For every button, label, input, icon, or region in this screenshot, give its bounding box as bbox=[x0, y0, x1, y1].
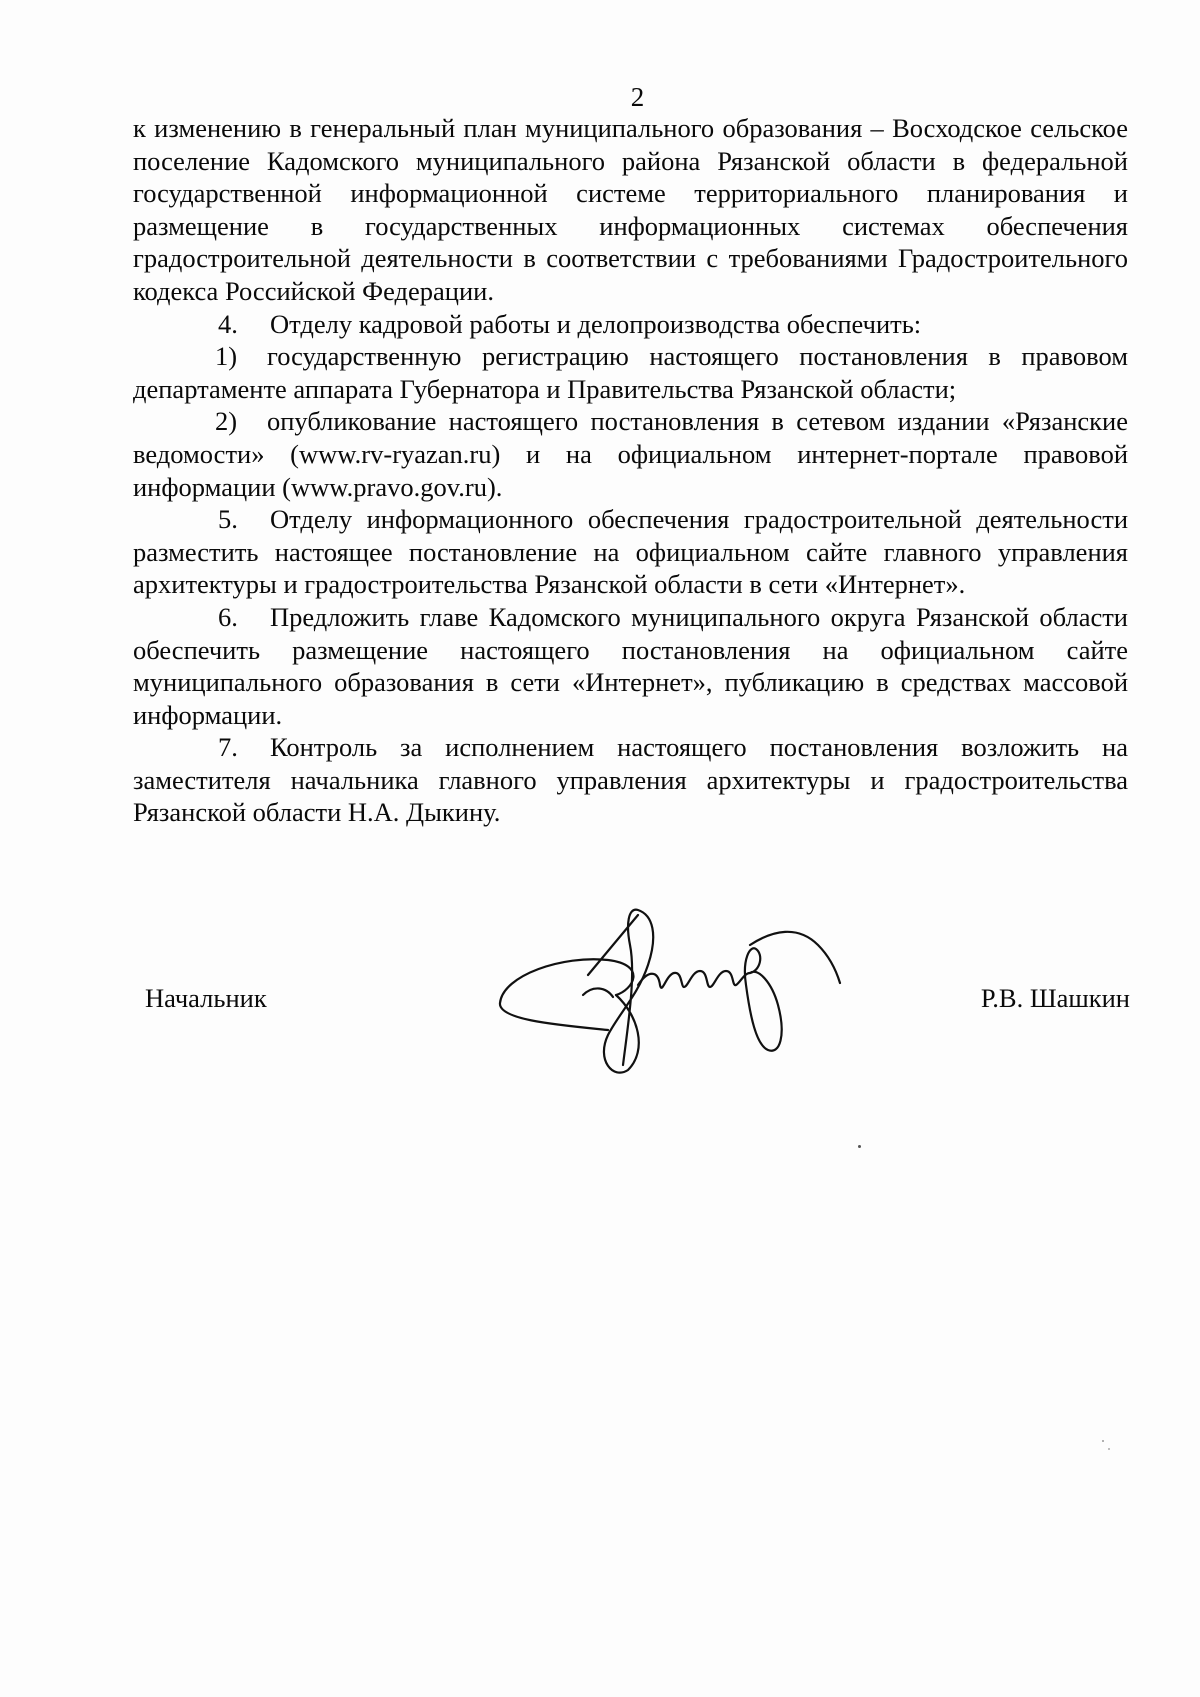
item-text: Отделу кадровой работы и делопроизводства обеспечить: bbox=[270, 308, 922, 339]
item-number: 4. bbox=[218, 308, 238, 339]
signature-block bbox=[145, 983, 1130, 1023]
subitem-number: 1) bbox=[215, 341, 238, 372]
item-text: Контроль за исполнением настоящего постановления возложить на заместителя начальника главного управления архитектуры и градостроительства Рязанской области Н.А. Дыкину. bbox=[133, 732, 1128, 828]
item-text: Отделу информационного обеспечения градостроительной деятельности разместить настоящее постановление на официальном сайте главного управления архитектуры и градостроительства Рязанской области в сети «Интернет». bbox=[133, 504, 1128, 600]
scan-speck bbox=[1102, 1440, 1104, 1442]
scan-speck bbox=[1108, 1448, 1110, 1450]
item-number: 6. bbox=[218, 601, 238, 632]
page-number: 2 bbox=[630, 82, 645, 112]
subitem-number: 2) bbox=[215, 406, 238, 437]
signatory-name: Р.В. Шашкин bbox=[980, 983, 1130, 1013]
signatory-title: Начальник bbox=[145, 983, 267, 1013]
subitem-text: государственную регистрацию настоящего постановления в правовом департаменте аппарата Губернатора и Правительства Рязанской области; bbox=[133, 341, 1128, 404]
paragraph-item-4 bbox=[133, 308, 1128, 341]
item-number: 7. bbox=[218, 732, 238, 763]
scan-speck bbox=[858, 1145, 861, 1148]
paragraph-subitem-2 bbox=[133, 405, 1128, 503]
item-number: 5. bbox=[218, 504, 238, 535]
paragraph-continuation: к изменению в генеральный план муниципального образования – Восходское сельское поселение Кадомского муниципального района Рязанской области в федеральной государственной информационной системе территориального планирования и размещение в государственных информационных системах обеспечения градостроительной деятельности в соответствии с требованиями Градостроительного кодекса Российской Федерации. bbox=[133, 113, 1128, 306]
paragraph-item-6 bbox=[133, 601, 1128, 731]
document-body bbox=[133, 112, 1128, 829]
subitem-text: опубликование настоящего постановления в сетевом издании «Рязанские ведомости» (www.rv-ryazan.ru) и на официальном интернет-портале правовой информации (www.pravo.gov.ru). bbox=[133, 406, 1128, 502]
paragraph-item-7 bbox=[133, 731, 1128, 829]
item-text: Предложить главе Кадомского муниципального округа Рязанской области обеспечить размещение настоящего постановления на официальном сайте муниципального образования в сети «Интернет», публикацию в средствах массовой информации. bbox=[133, 601, 1128, 730]
paragraph-item-5 bbox=[133, 503, 1128, 601]
paragraph-subitem-1 bbox=[133, 340, 1128, 405]
